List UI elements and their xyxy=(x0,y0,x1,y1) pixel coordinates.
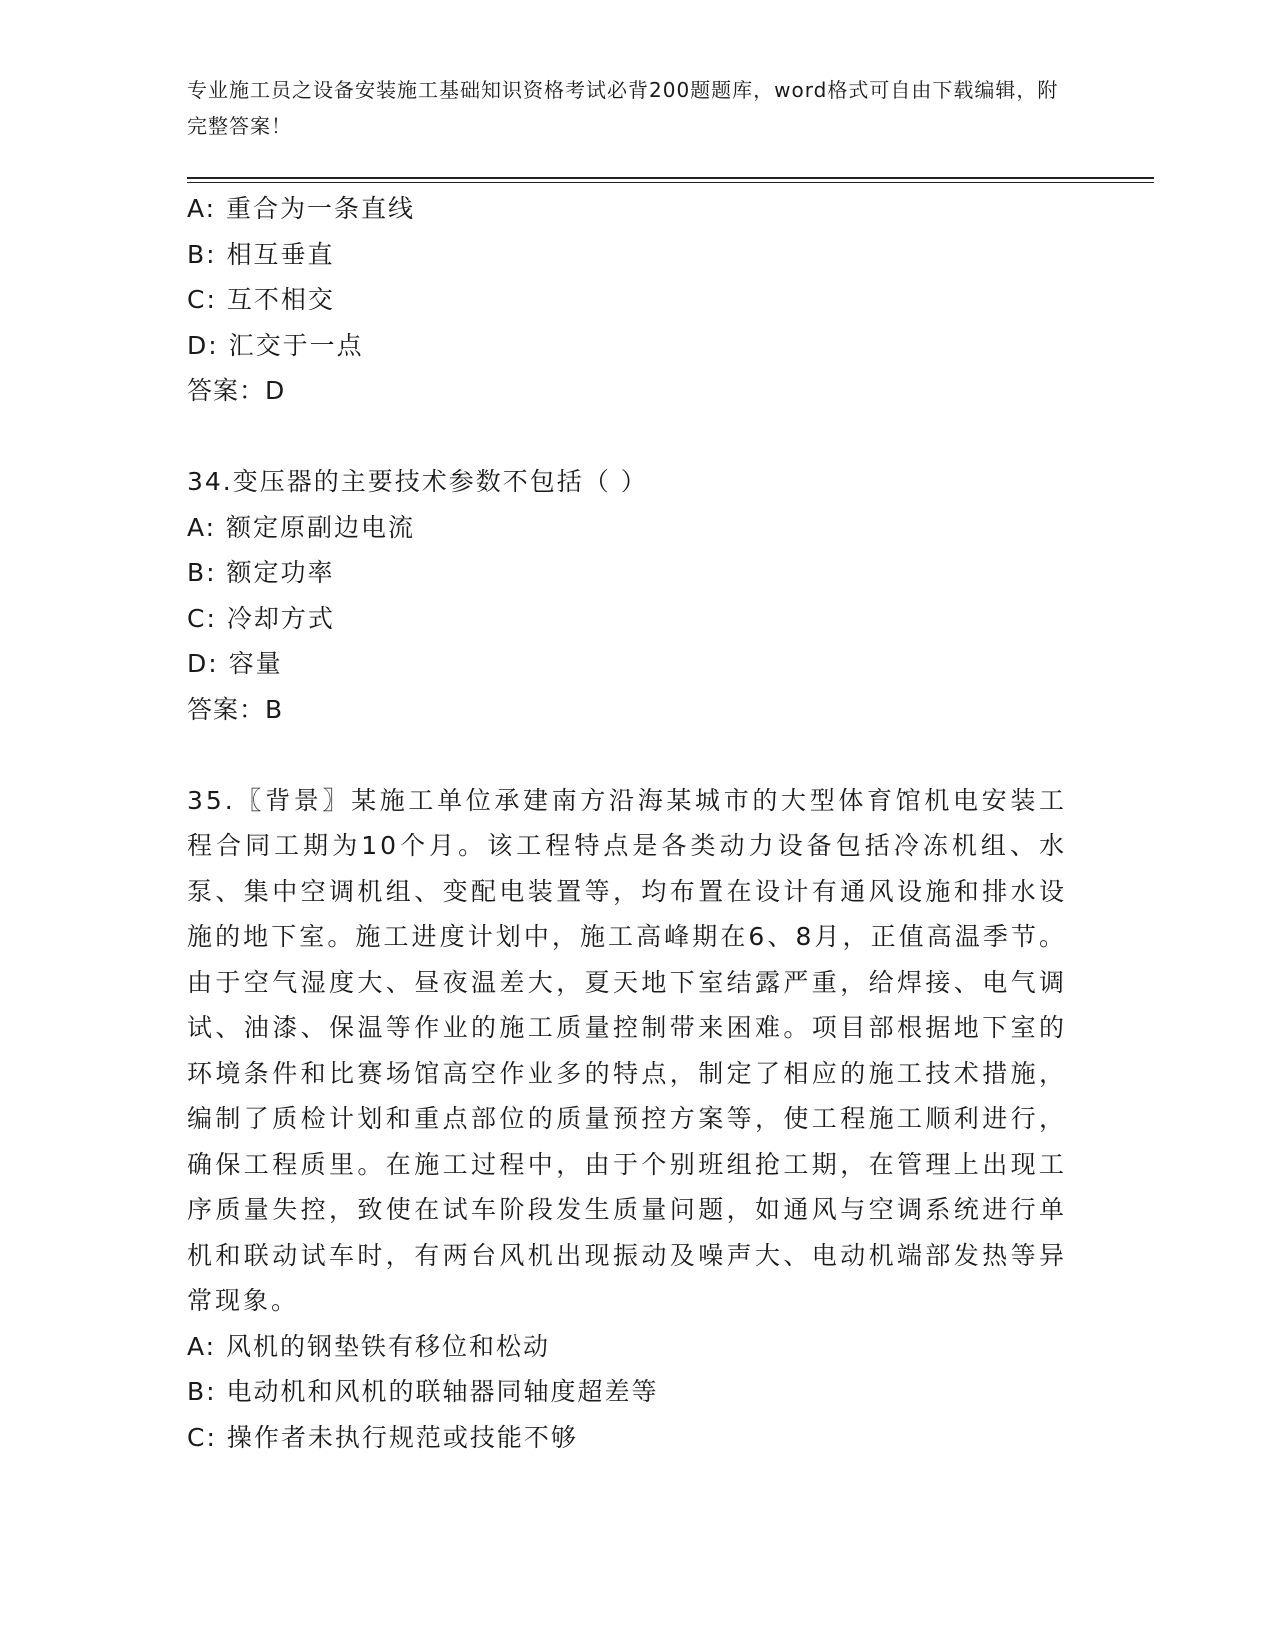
question-34-stem: 34.变压器的主要技术参数不包括（ ） xyxy=(187,467,648,496)
option-c: C: 互不相交 xyxy=(187,285,335,314)
question-34-answer: 答案：B xyxy=(187,694,284,724)
header-divider-thick xyxy=(187,177,1154,179)
option-d: D: 汇交于一点 xyxy=(187,330,364,360)
option-b: B: 相互垂直 xyxy=(187,239,335,269)
header-divider-thin xyxy=(187,182,1154,183)
question-35-stem: 35.〖背景〗某施工单位承建南方沿海某城市的大型体育馆机电安装工程合同工期为10个月。该工程特点是各类动力设备包括冷冻机组、水泵、集中空调机组、变配电装置等，均布置在设计有通风设施和排水设施的地下室。施工进度计划中，施工高峰期在6、8月，正值高温季节。由于空气湿度大、昼夜温差大，夏天地下室结露严重，给焊接、电气调试、油漆、保温等作业的施工质量控制带来困难。项目部根据地下室的环境条件和比赛场馆高空作业多的特点，制定了相应的施工技术措施，编制了质检计划和重点部位的质量预控方案等，使工程施工顺利进行，确保工程质里。在施工过程中，由于个别班组抢工期，在管理上出现工序质量失控，致使在试车阶段发生质量问题，如通风与空调系统进行单机和联动试车时，有两台风机出现振动及噪声大、电动机端部发热等异常现象。 xyxy=(187,785,1067,1315)
question-35-option-c: C: 操作者未执行规范或技能不够 xyxy=(187,1422,578,1452)
option-a: A: 重合为一条直线 xyxy=(187,194,416,223)
spacer xyxy=(187,414,1087,460)
question-34-option-b: B: 额定功率 xyxy=(187,558,335,587)
question-35-option-a: A: 风机的钢垫铁有移位和松动 xyxy=(187,1331,551,1361)
question-34-option-c: C: 冷却方式 xyxy=(187,603,335,633)
document-header: 专业施工员之设备安装施工基础知识资格考试必背200题题库，word格式可自由下载编辑，附完整答案！ xyxy=(187,78,1059,138)
question-content xyxy=(187,186,1087,1460)
spacer xyxy=(187,732,1087,778)
question-35-option-b: B: 电动机和风机的联轴器同轴度超差等 xyxy=(187,1377,659,1406)
question-34-option-d: D: 容量 xyxy=(187,649,283,678)
question-34-option-a: A: 额定原副边电流 xyxy=(187,512,416,542)
answer-text: 答案：D xyxy=(187,376,286,405)
